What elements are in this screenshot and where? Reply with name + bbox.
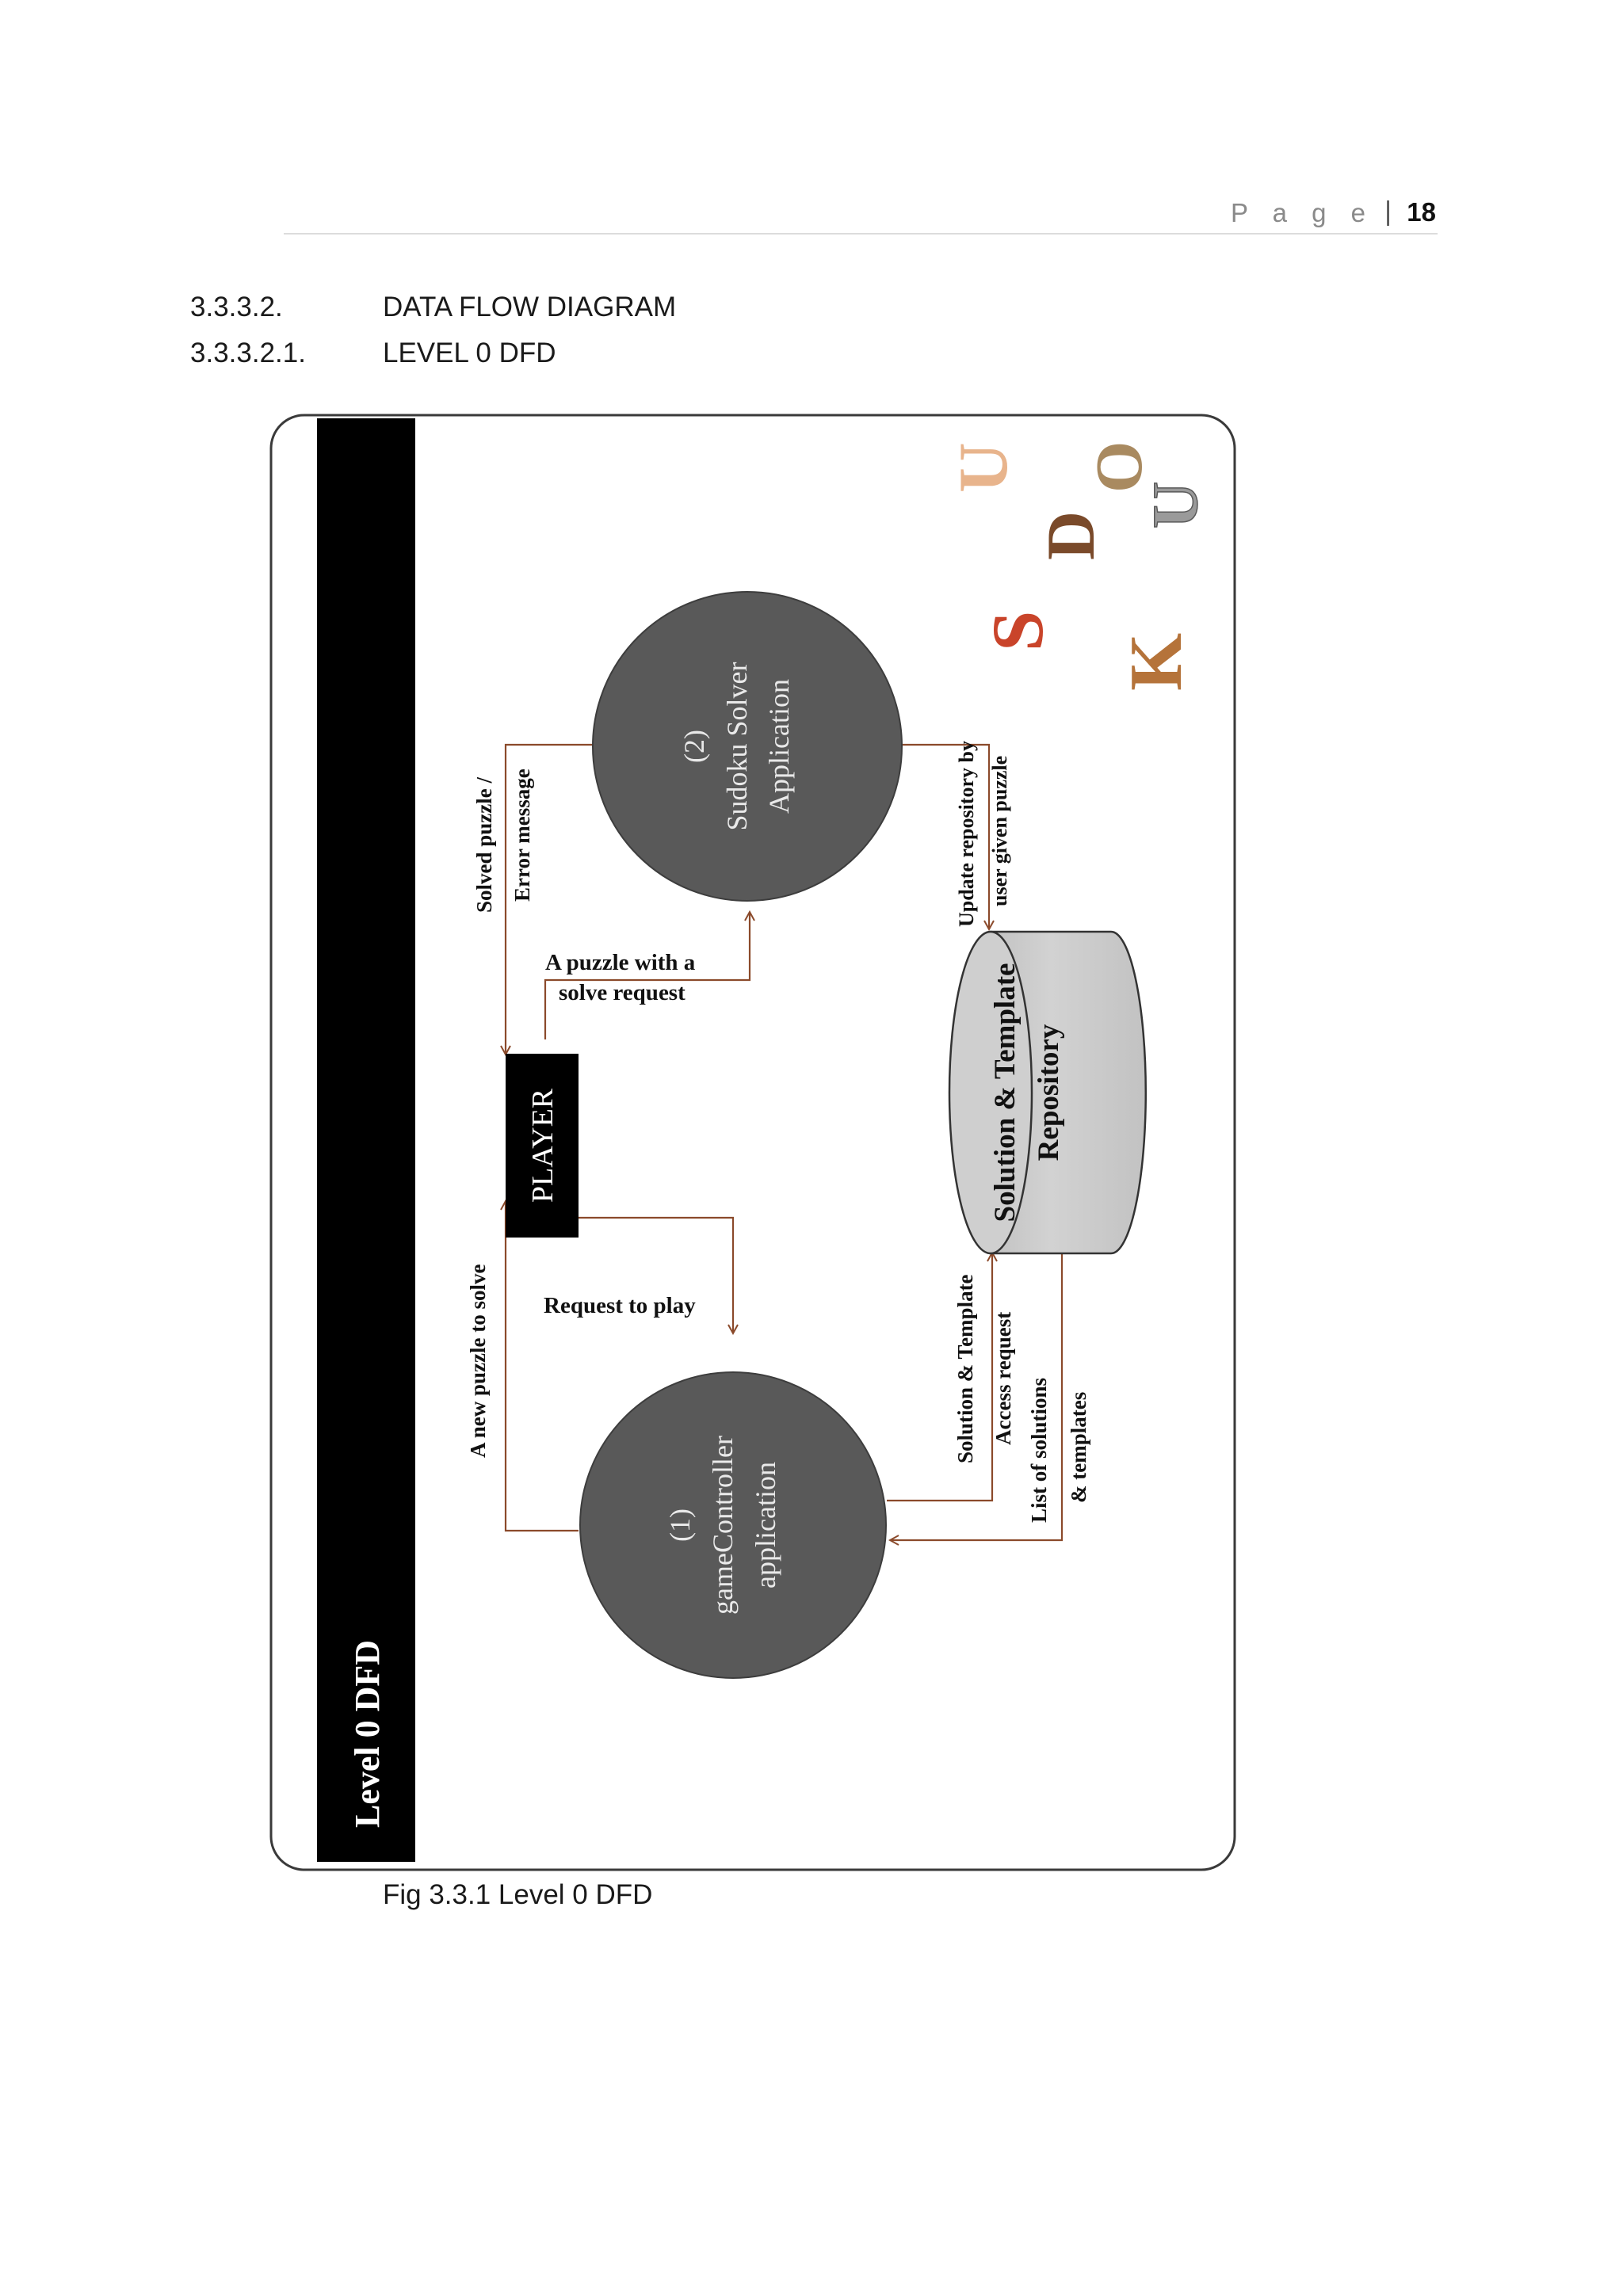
label-solve-request-2: solve request: [559, 980, 685, 1005]
process-2-line1: Sudoku Solver: [721, 662, 753, 831]
page-header: [284, 196, 1438, 235]
figure-caption: Fig 3.3.1 Level 0 DFD: [383, 1879, 653, 1910]
dfd-figure: [269, 414, 1236, 1871]
process-game-controller: [580, 1372, 886, 1678]
svg-text:S: S: [977, 610, 1058, 651]
label-access-1: Solution & Template: [953, 1274, 977, 1463]
banner-title: Level 0 DFD: [348, 1639, 387, 1828]
label-solved-2: Error message: [510, 769, 534, 902]
process-2-line2: Application: [763, 679, 795, 814]
label-access-2: Access request: [991, 1311, 1015, 1445]
label-solved-1: Solved puzzle /: [472, 776, 496, 913]
label-solve-request-1: A puzzle with a: [545, 950, 696, 975]
svg-text:O: O: [1083, 441, 1156, 493]
entity-player: [506, 1054, 579, 1238]
dfd-diagram: [269, 414, 1236, 1871]
label-list-2: & templates: [1067, 1391, 1090, 1503]
data-store-line1: Solution & Template: [989, 963, 1022, 1222]
svg-text:D: D: [1033, 510, 1109, 560]
label-request-play: Request to play: [544, 1293, 696, 1318]
label-update-2: user given puzzle: [988, 755, 1011, 906]
process-sudoku-solver: [593, 592, 902, 901]
process-1-line2: application: [750, 1462, 781, 1589]
process-1-line1: gameController: [707, 1436, 739, 1615]
data-store-repository: [949, 932, 1146, 1253]
subsection-title: LEVEL 0 DFD: [383, 338, 556, 368]
page-separator: |: [1384, 196, 1392, 227]
section-title: DATA FLOW DIAGRAM: [383, 292, 677, 322]
svg-text:U: U: [1139, 481, 1211, 528]
svg-text:U: U: [945, 442, 1022, 493]
label-list-1: List of solutions: [1027, 1377, 1051, 1523]
svg-text:K: K: [1115, 632, 1197, 691]
section-number: 3.3.3.2.: [190, 292, 283, 322]
process-1-number: (1): [664, 1508, 696, 1542]
data-store-line2: Repository: [1033, 1024, 1065, 1161]
process-2-number: (2): [678, 730, 710, 763]
label-new-puzzle: A new puzzle to solve: [466, 1264, 490, 1458]
page-label: P a g e: [1231, 198, 1374, 227]
page-number: 18: [1407, 197, 1436, 227]
label-update-1: Update repository by: [955, 741, 978, 927]
subsection-number: 3.3.3.2.1.: [190, 338, 306, 368]
entity-player-label: PLAYER: [526, 1088, 559, 1203]
